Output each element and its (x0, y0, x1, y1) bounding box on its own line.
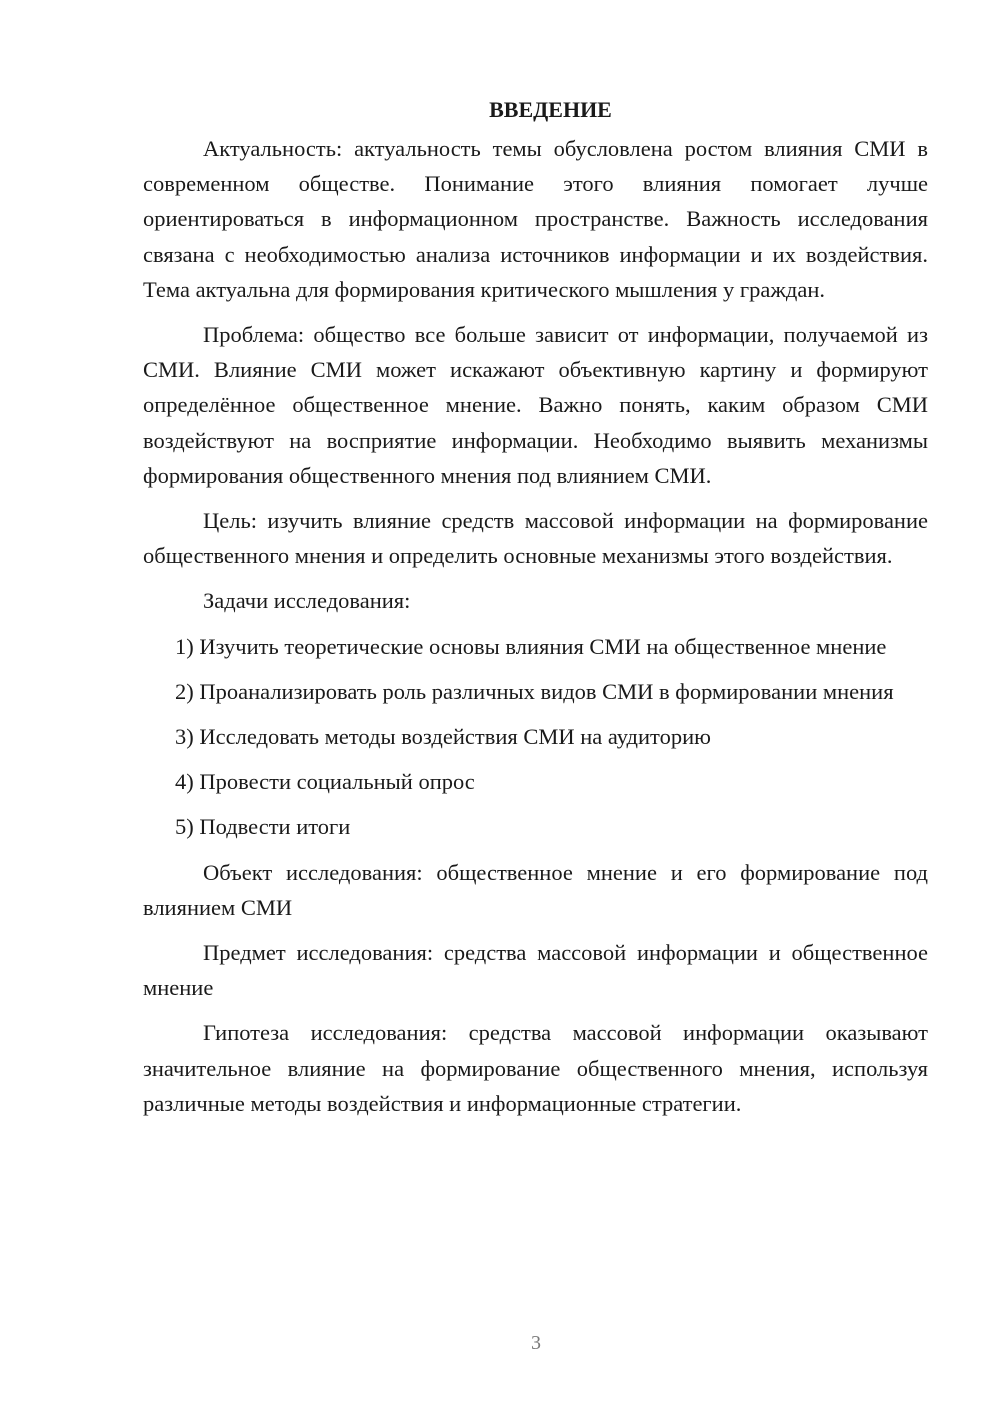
page-number: 3 (531, 1332, 541, 1354)
document-page (143, 92, 928, 1131)
task-item: 2) Проанализировать роль различных видов СМИ в формировании мнения (175, 678, 894, 704)
page-title: ВВЕДЕНИЕ (489, 97, 612, 122)
subject-paragraph: Предмет исследования: средства массовой информации и общественное мнение (143, 940, 928, 1001)
task-item: 5) Подвести итоги (175, 814, 351, 840)
task-item: 1) Изучить теоретические основы влияния СМИ на общественное мнение (175, 633, 887, 659)
task-item: 4) Провести социальный опрос (175, 769, 475, 795)
object-paragraph: Объект исследования: общественное мнение и его формирование под влиянием СМИ (143, 859, 928, 920)
problem-paragraph: Проблема: общество все больше зависит от информации, получаемой из СМИ. Влияние СМИ может искажают объективную картину и формируют определённое общественное мнение. Важно понять, каким образом СМИ воздействуют на восприятие информации. Необходимо выявить механизмы формирования общественного мнения под влиянием СМИ. (143, 322, 928, 488)
goal-paragraph: Цель: изучить влияние средств массовой информации на формирование общественного мнения и определить основные механизмы этого воздействия. (143, 508, 928, 569)
task-item: 3) Исследовать методы воздействия СМИ на аудиторию (175, 724, 711, 750)
tasks-heading: Задачи исследования: (203, 588, 411, 614)
relevance-paragraph: Актуальность: актуальность темы обусловлена ростом влияния СМИ в современном обществе. Понимание этого влияния помогает лучше ориентироваться в информационном пространстве. Важность исследования связана с необходимостью анализа источников информации и их воздействия. Тема актуальна для формирования критического мышления у граждан. (143, 136, 928, 302)
hypothesis-paragraph: Гипотеза исследования: средства массовой информации оказывают значительное влияние на формирование общественного мнения, используя различные методы воздействия и информационные стратегии. (143, 1020, 928, 1116)
